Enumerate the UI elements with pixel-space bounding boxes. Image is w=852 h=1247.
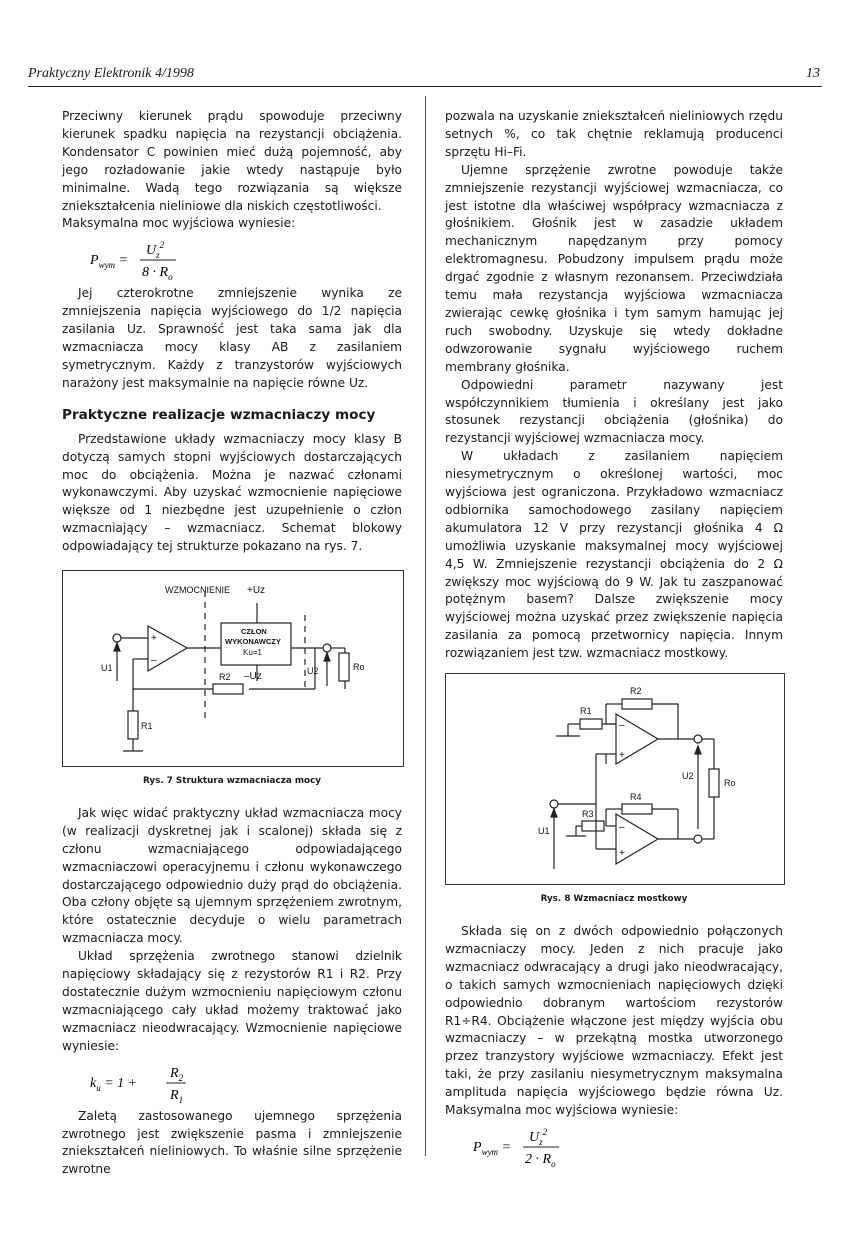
left-paragraph-7: Zaletą zastosowanego ujemnego sprzężenia zwrotnego jest zwiększenie pasma i zmniejszenie zniekształceń nieliniowych. To właśnie silne sprzężenie zwrotne	[62, 1108, 402, 1177]
page-header-title: Praktyczny Elektronik 4/1998	[28, 66, 194, 81]
right-paragraph-1: pozwala na uzyskanie zniekształceń nieliniowych rzędu setnych %, co tak chętnie reklamują producenci sprzętu Hi–Fi.	[445, 109, 783, 159]
right-paragraph-4: W układach z zasilaniem napięciem niesymetrycznym o określonej wartości, moc wyjściowa jest ograniczona. Przykładowo wzmacniacz odbiornika samochodowego zasilany napięciem akumulatora 12 V przy rezystancji głośnika 4 Ω umożliwia uzyskanie maksymalnej mocy wyjściowej 4,5 W. Zmniejszenie rezystancji obciążenia do 2 Ω zwiększy moc wyjściową do 9 W. Jak tu zaszpanować potężnym basem? Dalsze zwiększenie mocy wyjściowej można uzyskać przez zwiększenie napięcia zasilania za pomocą przetwornicy napięcia. Innym rozwiązaniem jest tzw. wzmacniacz mostkowy.	[445, 449, 783, 661]
fig8-upper-plus: +	[619, 750, 625, 762]
fig7-u1: U1	[101, 663, 113, 674]
left-paragraph-3: Jej czterokrotne zmniejszenie wynika ze zmniejszenia napięcia wyjściowego do 1/2 napięcia zasilania Uz. Sprawność jest taka sama jak dla wzmacniacza mocy klasy AB z zasilaniem symetrycznym. Każdy z tranzystorów wyjściowych narażony jest maksymalnie na napięcie równe Uz.	[62, 286, 402, 390]
f1-num: U	[146, 243, 157, 259]
fig7-label-vminus: –Uz	[244, 671, 262, 683]
column-divider	[425, 96, 426, 1156]
f3-den: 2 · R	[525, 1151, 552, 1167]
svg-text:Pwym =: $P_{wym}$ =	[473, 1139, 512, 1157]
fig8-r4: R4	[630, 792, 642, 803]
f2-lhs-sub: u	[96, 1082, 101, 1093]
fig7-block-line2: WYKONAWCZY	[225, 637, 281, 647]
fig8-ro: Ro	[724, 778, 736, 789]
svg-text:Pwym =: $P_{wym}$ =	[90, 253, 129, 271]
svg-text:Uz2	[146, 240, 165, 260]
figure-7-caption: Rys. 7 Struktura wzmacniacza mocy	[142, 776, 321, 787]
f3-num-sub: z	[539, 1136, 543, 1147]
f1-lhs-sub: wym	[98, 260, 116, 271]
left-paragraph-2: Maksymalna moc wyjściowa wyniesie:	[62, 216, 296, 231]
left-column	[62, 108, 402, 1179]
left-paragraph-4: Przedstawione układy wzmacniaczy mocy klasy B dotyczą samych stopni wyjściowych dostarczających moc do obciążenia. Można je nazwać członami wykonawczymi. Aby uzyskać wzmocnienie napięciowe większe od 1 niezbędne jest uzupełnienie o człon wzmacniający – wzmacniacz. Schemat blokowy odpowiadający tej strukturze pokazano na rys. 7.	[62, 431, 402, 554]
f2-den: R	[170, 1087, 179, 1103]
fig8-lower-plus: +	[619, 848, 625, 860]
f2-num-sub: 2	[178, 1072, 184, 1083]
svg-text:R1	[169, 1088, 183, 1105]
f2-lhs: k	[90, 1075, 97, 1091]
fig7-u2: U2	[307, 666, 319, 677]
svg-text:2 · Ro	[525, 1152, 556, 1169]
f3-num-sup: 2	[542, 1126, 548, 1137]
fig8-r2: R2	[630, 686, 642, 697]
right-paragraph-3: Odpowiedni parametr nazywany jest współczynnikiem tłumienia i określany jest jako stosunek rezystancji obciążenia (głośnika) do rezystancji wyjściowej wzmacniacza mocy.	[445, 377, 783, 446]
section-heading: Praktyczne realizacje wzmacniaczy mocy	[62, 406, 376, 423]
fig7-minus: –	[151, 655, 157, 667]
formula-ku	[62, 1056, 402, 1108]
fig7-block-line3: Ku=1	[243, 648, 262, 658]
f1-lhs: P	[90, 253, 99, 269]
f3-lhs-sub: wym	[481, 1146, 499, 1157]
left-paragraph-1: Przeciwny kierunek prądu spowoduje przeciwny kierunek spadku napięcia na rezystancji obciążenia. Kondensator C powinien mieć dużą pojemność, aby jego rozładowanie jakie wtedy nastąpuje było minimalne. Wadą tego rozwiązania są większe zniekształcenia nieliniowe dla niskich częstotliwości.	[62, 109, 402, 213]
left-paragraph-6: Układ sprzężenia zwrotnego stanowi dzielnik napięciowy składający się z rezystorów R1 i R2. Przy dostatecznie dużym wzmocnieniu napięciowym członu wzmacniającego cały układ możemy traktować jako wzmacniacz nieodwracający. Wzmocnienie napięciowe wyniesie:	[62, 949, 402, 1053]
f1-den-sub: o	[168, 272, 173, 283]
svg-text:Uz2	[529, 1127, 548, 1147]
formula-pwym-8ro	[62, 233, 402, 285]
figure-7	[62, 570, 404, 767]
fig7-ro: Ro	[353, 662, 365, 673]
fig8-r1: R1	[580, 706, 592, 717]
svg-text:ku = 1 +	[90, 1076, 137, 1093]
f1-num-sub: z	[156, 250, 160, 261]
page-number: 13	[806, 66, 820, 81]
figure-8	[445, 673, 785, 885]
fig7-label-amp: WZMOCNIENIE	[165, 585, 230, 596]
right-paragraph-2: Ujemne sprzężenie zwrotne powoduje także zmniejszenie rezystancji wyjściowej wzmacniacza, co jest istotne dla właściwej współpracy wzmacniacza z głośnikiem. Głośnik jest w zasadzie układem mechanicznym napędzanym przy pomocy elektromagnesu. Pobudzony impulsem prądu może drgać zgodnie z własnym rezonansem. Przeciwdziała temu mała rezystancja wyjściowa wzmacniacza zwierając cewkę głośnika i tym samym hamując jej ruch swobodny. Uzyskuje się wtedy dokładne odwzorowanie sygnału wyjściowego ruchem membrany głośnika.	[445, 162, 783, 374]
fig7-label-vplus: +Uz	[247, 585, 266, 597]
f1-num-sup: 2	[159, 240, 165, 251]
left-paragraph-5: Jak więc widać praktyczny układ wzmacniacza mocy (w realizacji dyskretnej jak i scalonej) składa się z członu wzmacniającego odpowiadającego wzmacniaczowi operacyjnemu i członu wykonawczego dostarczającego odpowiednio duży prąd do obciążenia. Oba człony objęte są ujemnym sprzężeniem zwrotnym, które ostatecznie decyduje o wielu parametrach wzmacniacza mocy.	[62, 805, 402, 946]
fig7-r1: R1	[141, 721, 153, 732]
f3-num: U	[529, 1129, 540, 1145]
formula-pwym-2ro	[445, 1120, 783, 1172]
fig7-block-line1: CZŁON	[241, 627, 267, 637]
fig8-u1: U1	[538, 826, 550, 837]
fig8-upper-minus: –	[619, 720, 625, 732]
fig7-r2: R2	[219, 672, 231, 683]
right-paragraph-5: Składa się on z dwóch odpowiednio połączonych wzmacniaczy mocy. Jeden z nich pracuje jako wzmacniacz odwracający a drugi jako nieodwracający, o takich samych wzmocnieniach napięciowych dzięki odpowiednio dobranym wartościom rezystorów R1÷R4. Obciążenie włączone jest między wyjścia obu wzmacniaczy – w przekątną mostka utworzonego przez tranzystory wyjściowe wzmacniaczy. Efekt jest taki, że przy zasilaniu niesymetrycznym maksymalna amplituda napięcia wyjściowego będzie równa Uz. Maksymalna moc wyjściowa wyniesie:	[445, 924, 783, 1118]
svg-text:8 · Ro	[142, 265, 173, 282]
f2-den-sub: 1	[178, 1094, 184, 1105]
f2-mid: = 1 +	[104, 1075, 138, 1091]
svg-text:R2	[169, 1066, 184, 1083]
f3-lhs: P	[473, 1139, 482, 1155]
f3-den-sub: o	[551, 1158, 556, 1169]
f2-num: R	[170, 1065, 179, 1081]
fig8-u2: U2	[682, 771, 694, 782]
fig7-plus: +	[151, 633, 157, 645]
right-column	[445, 108, 783, 1172]
f1-den: 8 · R	[142, 265, 169, 281]
fig8-lower-minus: –	[619, 822, 625, 834]
fig8-r3: R3	[582, 809, 594, 820]
header-rule	[28, 86, 822, 87]
figure-8-caption: Rys. 8 Wzmacniacz mostkowy	[540, 894, 688, 905]
